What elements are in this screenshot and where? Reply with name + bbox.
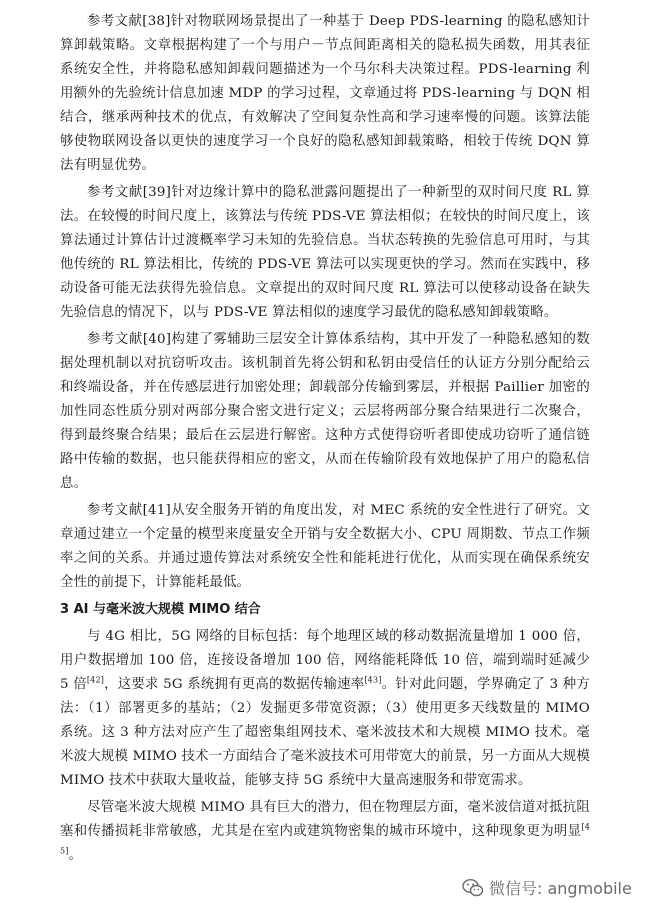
citation-43: [43] xyxy=(364,675,382,685)
wechat-watermark xyxy=(462,876,632,899)
paragraph-ref-41: 参考文献[41]从安全服务开销的角度出发，对 MEC 系统的安全性进行了研究。文章通过建立一个定量的模型来度量安全开销与安全数据大小、CPU 周期数、节点工作频率之间的关系。并通过遗传算法对系统安全性和能耗进行优化，从而实现在确保系统安全性的前提下，计算能耗最低。 xyxy=(60,503,590,590)
document-page xyxy=(60,10,590,882)
paragraph-5g-goals: 与 4G 相比，5G 网络的目标包括：每个地理区域的移动数据流量增加 1 000 倍，用户数据增加 100 倍，连接设备增加 100 倍，网络能耗降低 10 倍，端到端时延减少 5 倍[42]，这要求 5G 系统拥有更高的数据传输速率[43]。针对此问题，学界确定了 3 种方法：（1）部署更多的基站；（2）发掘更多带宽资源；（3）使用更多天线数量的 MIMO 系统。这 3 种方法对应产生了超密集组网技术、毫米波技术和大规模 MIMO 技术。毫米波大规模 MIMO 技术一方面结合了毫米波技术可用带宽大的前景，另一方面从大规模 MIMO 技术中获取大量收益，能够支持 5G 系统中大量高速服务和带宽需求。 xyxy=(60,629,590,788)
paragraph-ref-39: 参考文献[39]针对边缘计算中的隐私泄露问题提出了一种新型的双时间尺度 RL 算法。在较慢的时间尺度上，该算法与传统 PDS-VE 算法相似；在较快的时间尺度上，该算法通过计算估计过渡概率学习未知的先验信息。当状态转换的先验信息可用时，与其他传统的 RL 算法相比，传统的 PDS-VE 算法可以实现更快的学习。然而在实践中，移动设备可能无法获得先验信息。文章提出的双时间尺度 RL 算法可以使移动设备在缺失先验信息的情况下，以与 PDS-VE 算法相似的速度学习最优的隐私感知卸载策略。 xyxy=(60,185,590,320)
paragraph-mmwave-sensitivity: 尽管毫米波大规模 MIMO 具有巨大的潜力，但在物理层方面，毫米波信道对抵抗阻塞和传播损耗非常敏感，尤其是在室内或建筑物密集的城市环境中，这种现象更为明显[45]。 xyxy=(60,800,590,863)
watermark-text: 微信号: angmobile xyxy=(489,879,632,898)
paragraph-ref-40: 参考文献[40]构建了雾辅助三层安全计算体系结构，其中开发了一种隐私感知的数据处理机制以对抗窃听攻击。该机制首先将公钥和私钥由受信任的认证方分别分配给云和终端设备，并在传感层进行加密处理；卸载部分传输到雾层，并根据 Paillier 加密的加性同态性质分别对两部分聚合密文进行定义；云层将两部分聚合结果进行二次聚合，得到最终聚合结果；最后在云层进行解密。这种方式使得窃听者即使成功窃听了通信链路中传输的数据，也只能获得相应的密文，从而在传输阶段有效地保护了用户的隐私信息。 xyxy=(60,332,590,491)
section-heading: 3 AI 与毫米波大规模 MIMO 结合 xyxy=(60,602,261,617)
wechat-icon xyxy=(462,878,484,898)
citation-42: [42] xyxy=(86,675,105,685)
citation-45: [45] xyxy=(60,822,590,856)
paragraph-ref-38: 参考文献[38]针对物联网场景提出了一种基于 Deep PDS-learning 的隐私感知计算卸载策略。文章根据构建了一个与用户－节点间距离相关的隐私损失函数，用其表征系统安全性，并将隐私感知卸载问题描述为一个马尔科夫决策过程。PDS-learning 利用额外的先验统计信息加速 MDP 的学习过程，文章通过将 PDS-learning 与 DQN 相结合，继承两种技术的优点，有效解决了空间复杂性高和学习速率慢的问题。该算法能够使物联网设备以更快的速度学习一个良好的隐私感知卸载策略，相较于传统 DQN 算法有明显优势。 xyxy=(60,14,590,173)
